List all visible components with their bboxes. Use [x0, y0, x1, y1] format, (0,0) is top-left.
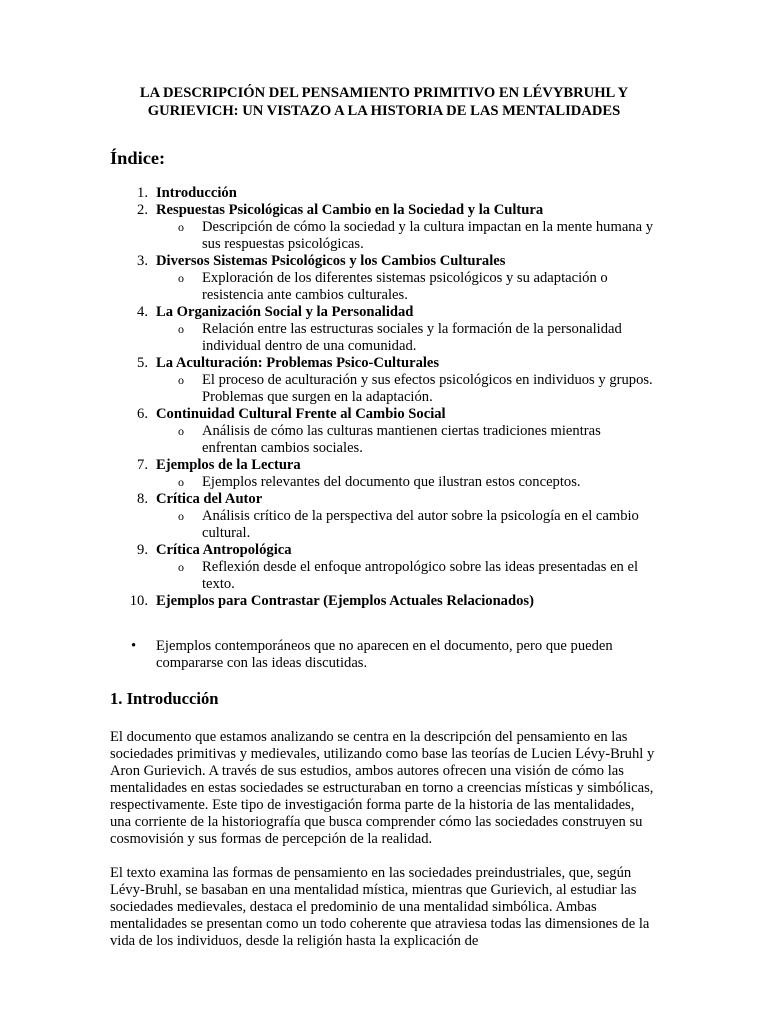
- toc-number: 3.: [137, 253, 148, 269]
- toc-number: 7.: [137, 457, 148, 473]
- toc-number: 9.: [137, 542, 148, 558]
- circle-bullet-icon: o: [178, 373, 184, 387]
- toc-description: Descripción de cómo la sociedad y la cultura impactan en la mente humana y sus respuestas psicológicas.: [202, 219, 654, 252]
- toc-number: 2.: [137, 202, 148, 218]
- toc-title: La Aculturación: Problemas Psico-Culturales: [156, 355, 440, 371]
- toc-number: 5.: [137, 355, 148, 371]
- toc-title: Respuestas Psicológicas al Cambio en la Sociedad y la Cultura: [156, 202, 544, 218]
- toc-subitem: [156, 559, 658, 593]
- toc-description: Relación entre las estructuras sociales y la formación de la personalidad individual dentro de una comunidad.: [202, 321, 622, 354]
- toc-description: El proceso de aculturación y sus efectos psicológicos en individuos y grupos. Problemas que surgen en la adaptación.: [202, 372, 653, 405]
- toc-item-7: [110, 457, 658, 491]
- toc-item-8: [110, 491, 658, 542]
- toc-subitem: [156, 474, 658, 491]
- toc-item-1: [110, 185, 658, 202]
- index-heading: Índice:: [110, 148, 166, 168]
- toc-title: Crítica Antropológica: [156, 542, 292, 558]
- toc-description: Exploración de los diferentes sistemas psicológicos y su adaptación o resistencia ante cambios culturales.: [202, 270, 608, 303]
- circle-bullet-icon: o: [178, 271, 184, 285]
- circle-bullet-icon: o: [178, 220, 184, 234]
- toc-subitem: [156, 321, 658, 355]
- table-of-contents: [110, 185, 658, 610]
- toc-subitem: [156, 508, 658, 542]
- bullet-icon: •: [131, 638, 137, 654]
- toc-title: Continuidad Cultural Frente al Cambio Social: [156, 406, 446, 422]
- toc-number: 4.: [137, 304, 148, 320]
- list-item: [110, 638, 658, 672]
- section-heading-introduccion: 1. Introducción: [110, 689, 219, 708]
- toc-description: Análisis crítico de la perspectiva del autor sobre la psicología en el cambio cultural.: [202, 508, 639, 541]
- toc-item-3: [110, 253, 658, 304]
- bullet-text: Ejemplos contemporáneos que no aparecen en el documento, pero que pueden compararse con las ideas discutidas.: [156, 638, 613, 671]
- toc-item-6: [110, 406, 658, 457]
- circle-bullet-icon: o: [178, 424, 184, 438]
- toc-description: Ejemplos relevantes del documento que ilustran estos conceptos.: [202, 474, 581, 490]
- toc-item-2: [110, 202, 658, 253]
- toc-subitem: [156, 372, 658, 406]
- toc-title: Ejemplos de la Lectura: [156, 457, 301, 473]
- bullet-list: [110, 638, 658, 672]
- circle-bullet-icon: o: [178, 475, 184, 489]
- toc-number: 1.: [137, 185, 148, 201]
- toc-title: Ejemplos para Contrastar (Ejemplos Actuales Relacionados): [156, 593, 534, 609]
- toc-item-4: [110, 304, 658, 355]
- toc-description: Reflexión desde el enfoque antropológico sobre las ideas presentadas en el texto.: [202, 559, 639, 592]
- paragraph: El texto examina las formas de pensamiento en las sociedades preindustriales, que, según Lévy-Bruhl, se basaban en una mentalidad mística, mientras que Gurievich, al estudiar las sociedades medievales, destaca el predominio de una mentalidad simbólica. Ambas mentalidades se presentan como un todo coherente que atraviesa todas las dimensiones de la vida de los individuos, desde la religión hasta la explicación de: [110, 865, 650, 949]
- toc-title: Diversos Sistemas Psicológicos y los Cambios Culturales: [156, 253, 506, 269]
- toc-number: 6.: [137, 406, 148, 422]
- toc-title: La Organización Social y la Personalidad: [156, 304, 414, 320]
- toc-description: Análisis de cómo las culturas mantienen ciertas tradiciones mientras enfrentan cambios sociales.: [202, 423, 601, 456]
- toc-subitem: [156, 219, 658, 253]
- circle-bullet-icon: o: [178, 322, 184, 336]
- paragraph: El documento que estamos analizando se centra en la descripción del pensamiento en las sociedades primitivas y medievales, utilizando como base las teorías de Lucien Lévy-Bruhl y Aron Gurievich. A través de sus estudios, ambos autores ofrecen una visión de cómo las mentalidades en estas sociedades se estructuraban en torno a creencias místicas y simbólicas, respectivamente. Este tipo de investigación forma parte de la historia de las mentalidades, una corriente de la historiografía que busca comprender cómo las sociedades construyen su cosmovisión y sus formas de percepción de la realidad.: [110, 729, 655, 847]
- toc-item-10: [110, 593, 658, 610]
- circle-bullet-icon: o: [178, 560, 184, 574]
- toc-item-9: [110, 542, 658, 593]
- toc-title: Introducción: [156, 185, 237, 201]
- toc-item-5: [110, 355, 658, 406]
- circle-bullet-icon: o: [178, 509, 184, 523]
- toc-number: 10.: [129, 593, 148, 609]
- toc-title: Crítica del Autor: [156, 491, 263, 507]
- toc-subitem: [156, 423, 658, 457]
- toc-number: 8.: [137, 491, 148, 507]
- document-title: LA DESCRIPCIÓN DEL PENSAMIENTO PRIMITIVO EN LÉVYBRUHL Y GURIEVICH: UN VISTAZO A LA HISTORIA DE LAS MENTALIDADES: [139, 85, 629, 119]
- toc-subitem: [156, 270, 658, 304]
